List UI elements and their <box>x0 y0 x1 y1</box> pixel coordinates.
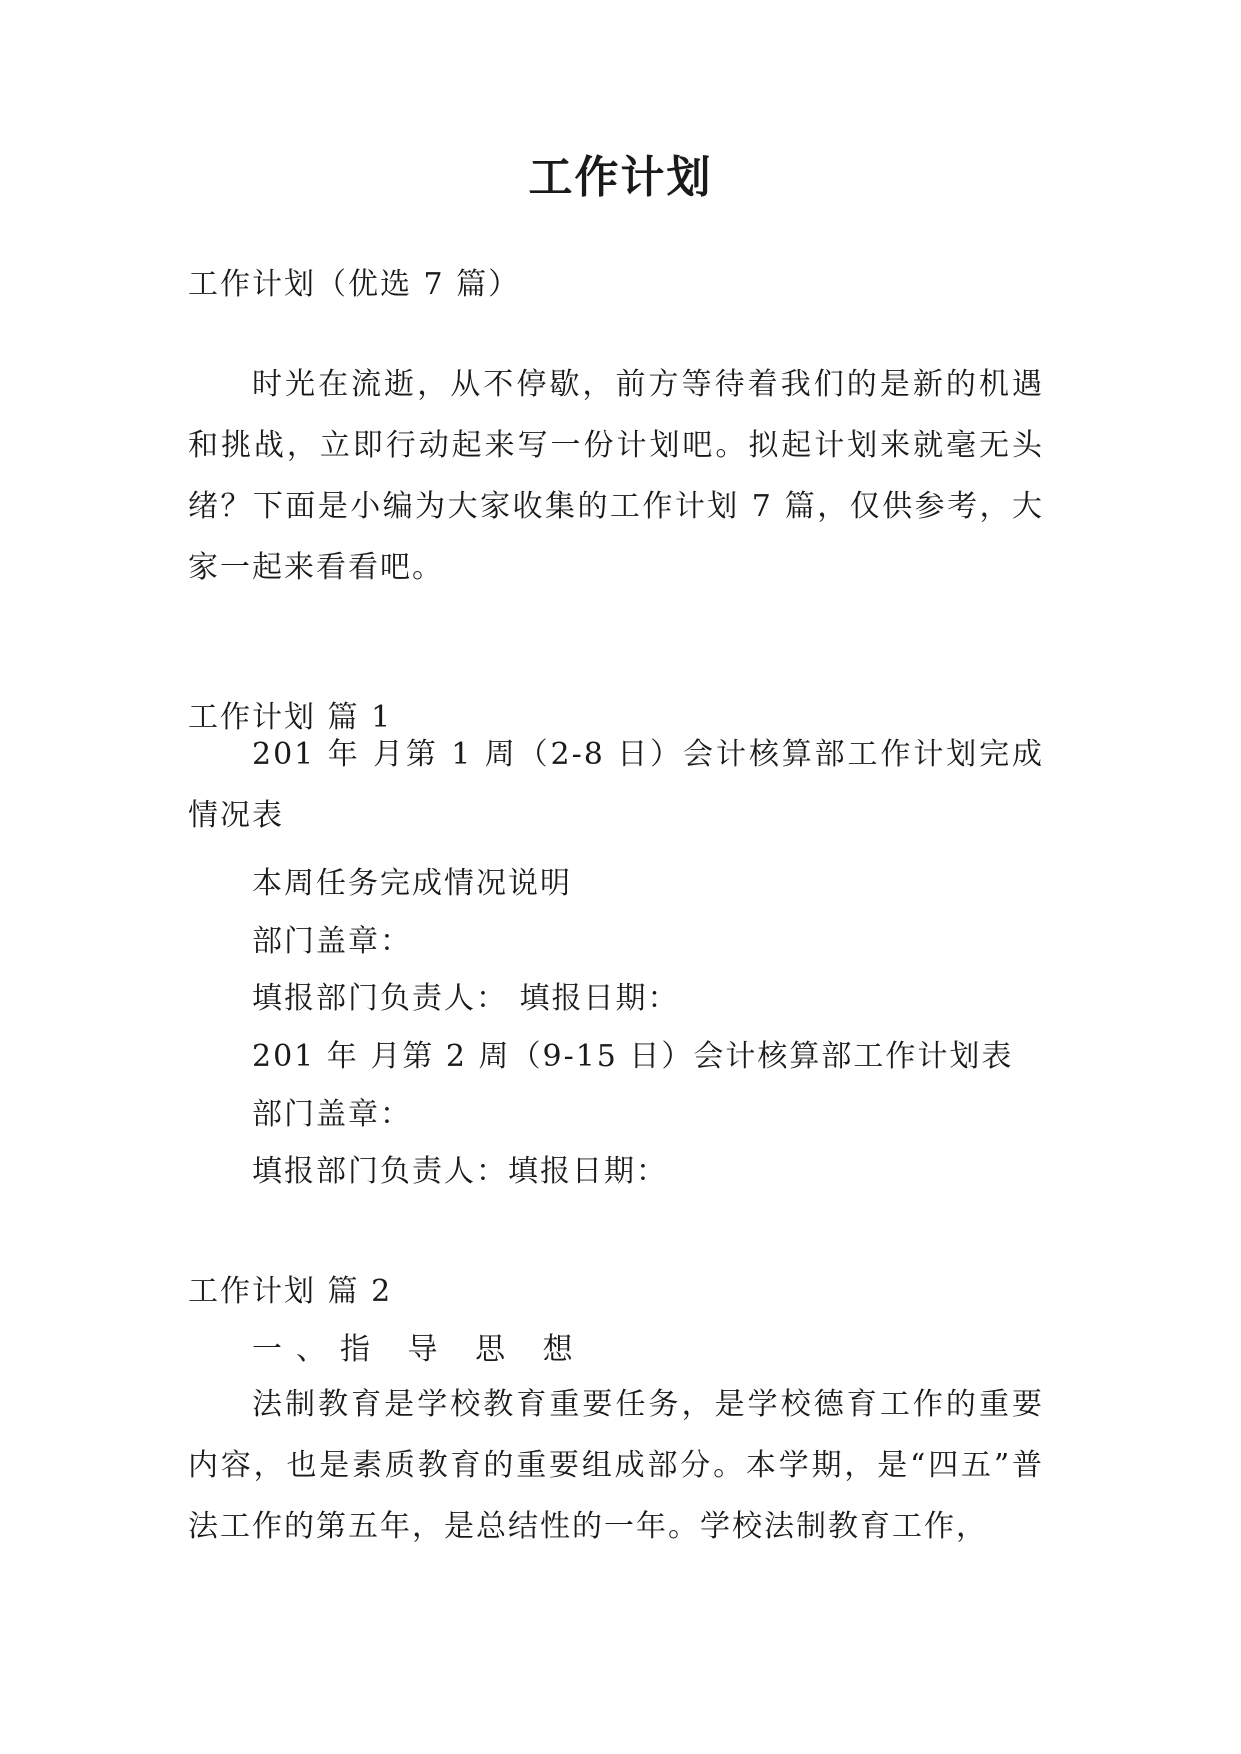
section-2-paragraph: 法制教育是学校教育重要任务，是学校德育工作的重要内容，也是素质教育的重要组成部分。本学期，是“四五”普法工作的第五年，是总结性的一年。学校法制教育工作， <box>188 1387 1044 1544</box>
section-1-line-department-seal-2: 部门盖章： <box>252 1097 412 1132</box>
section-1-line-table-title: 201 年 月第 1 周（2-8 日）会计核算部工作计划完成情况表 <box>188 737 1044 833</box>
intro-paragraph: 时光在流逝，从不停歇，前方等待着我们的是新的机遇和挑战，立即行动起来写一份计划吧。拟起计划来就毫无头绪？下面是小编为大家收集的工作计划 7 篇，仅供参考，大家一起来看看吧。 <box>188 367 1044 585</box>
section-1-line-responsible-person: 填报部门负责人： 填报日期： <box>252 981 680 1016</box>
document-subtitle: 工作计划（优选 7 篇） <box>188 267 521 302</box>
section-2-subheading: 一、指 导 思 想 <box>252 1332 587 1367</box>
section-1-heading: 工作计划 篇 1 <box>188 700 393 735</box>
section-1-line-plan-table-title: 201 年 月第 2 周（9-15 日）会计核算部工作计划表 <box>252 1039 1014 1074</box>
section-2-heading: 工作计划 篇 2 <box>188 1274 393 1309</box>
section-1-line-task-description: 本周任务完成情况说明 <box>252 866 572 901</box>
document-title: 工作计划 <box>528 152 713 203</box>
section-1-line-department-seal: 部门盖章： <box>252 924 412 959</box>
section-1-line-responsible-person-2: 填报部门负责人：填报日期： <box>252 1154 668 1189</box>
